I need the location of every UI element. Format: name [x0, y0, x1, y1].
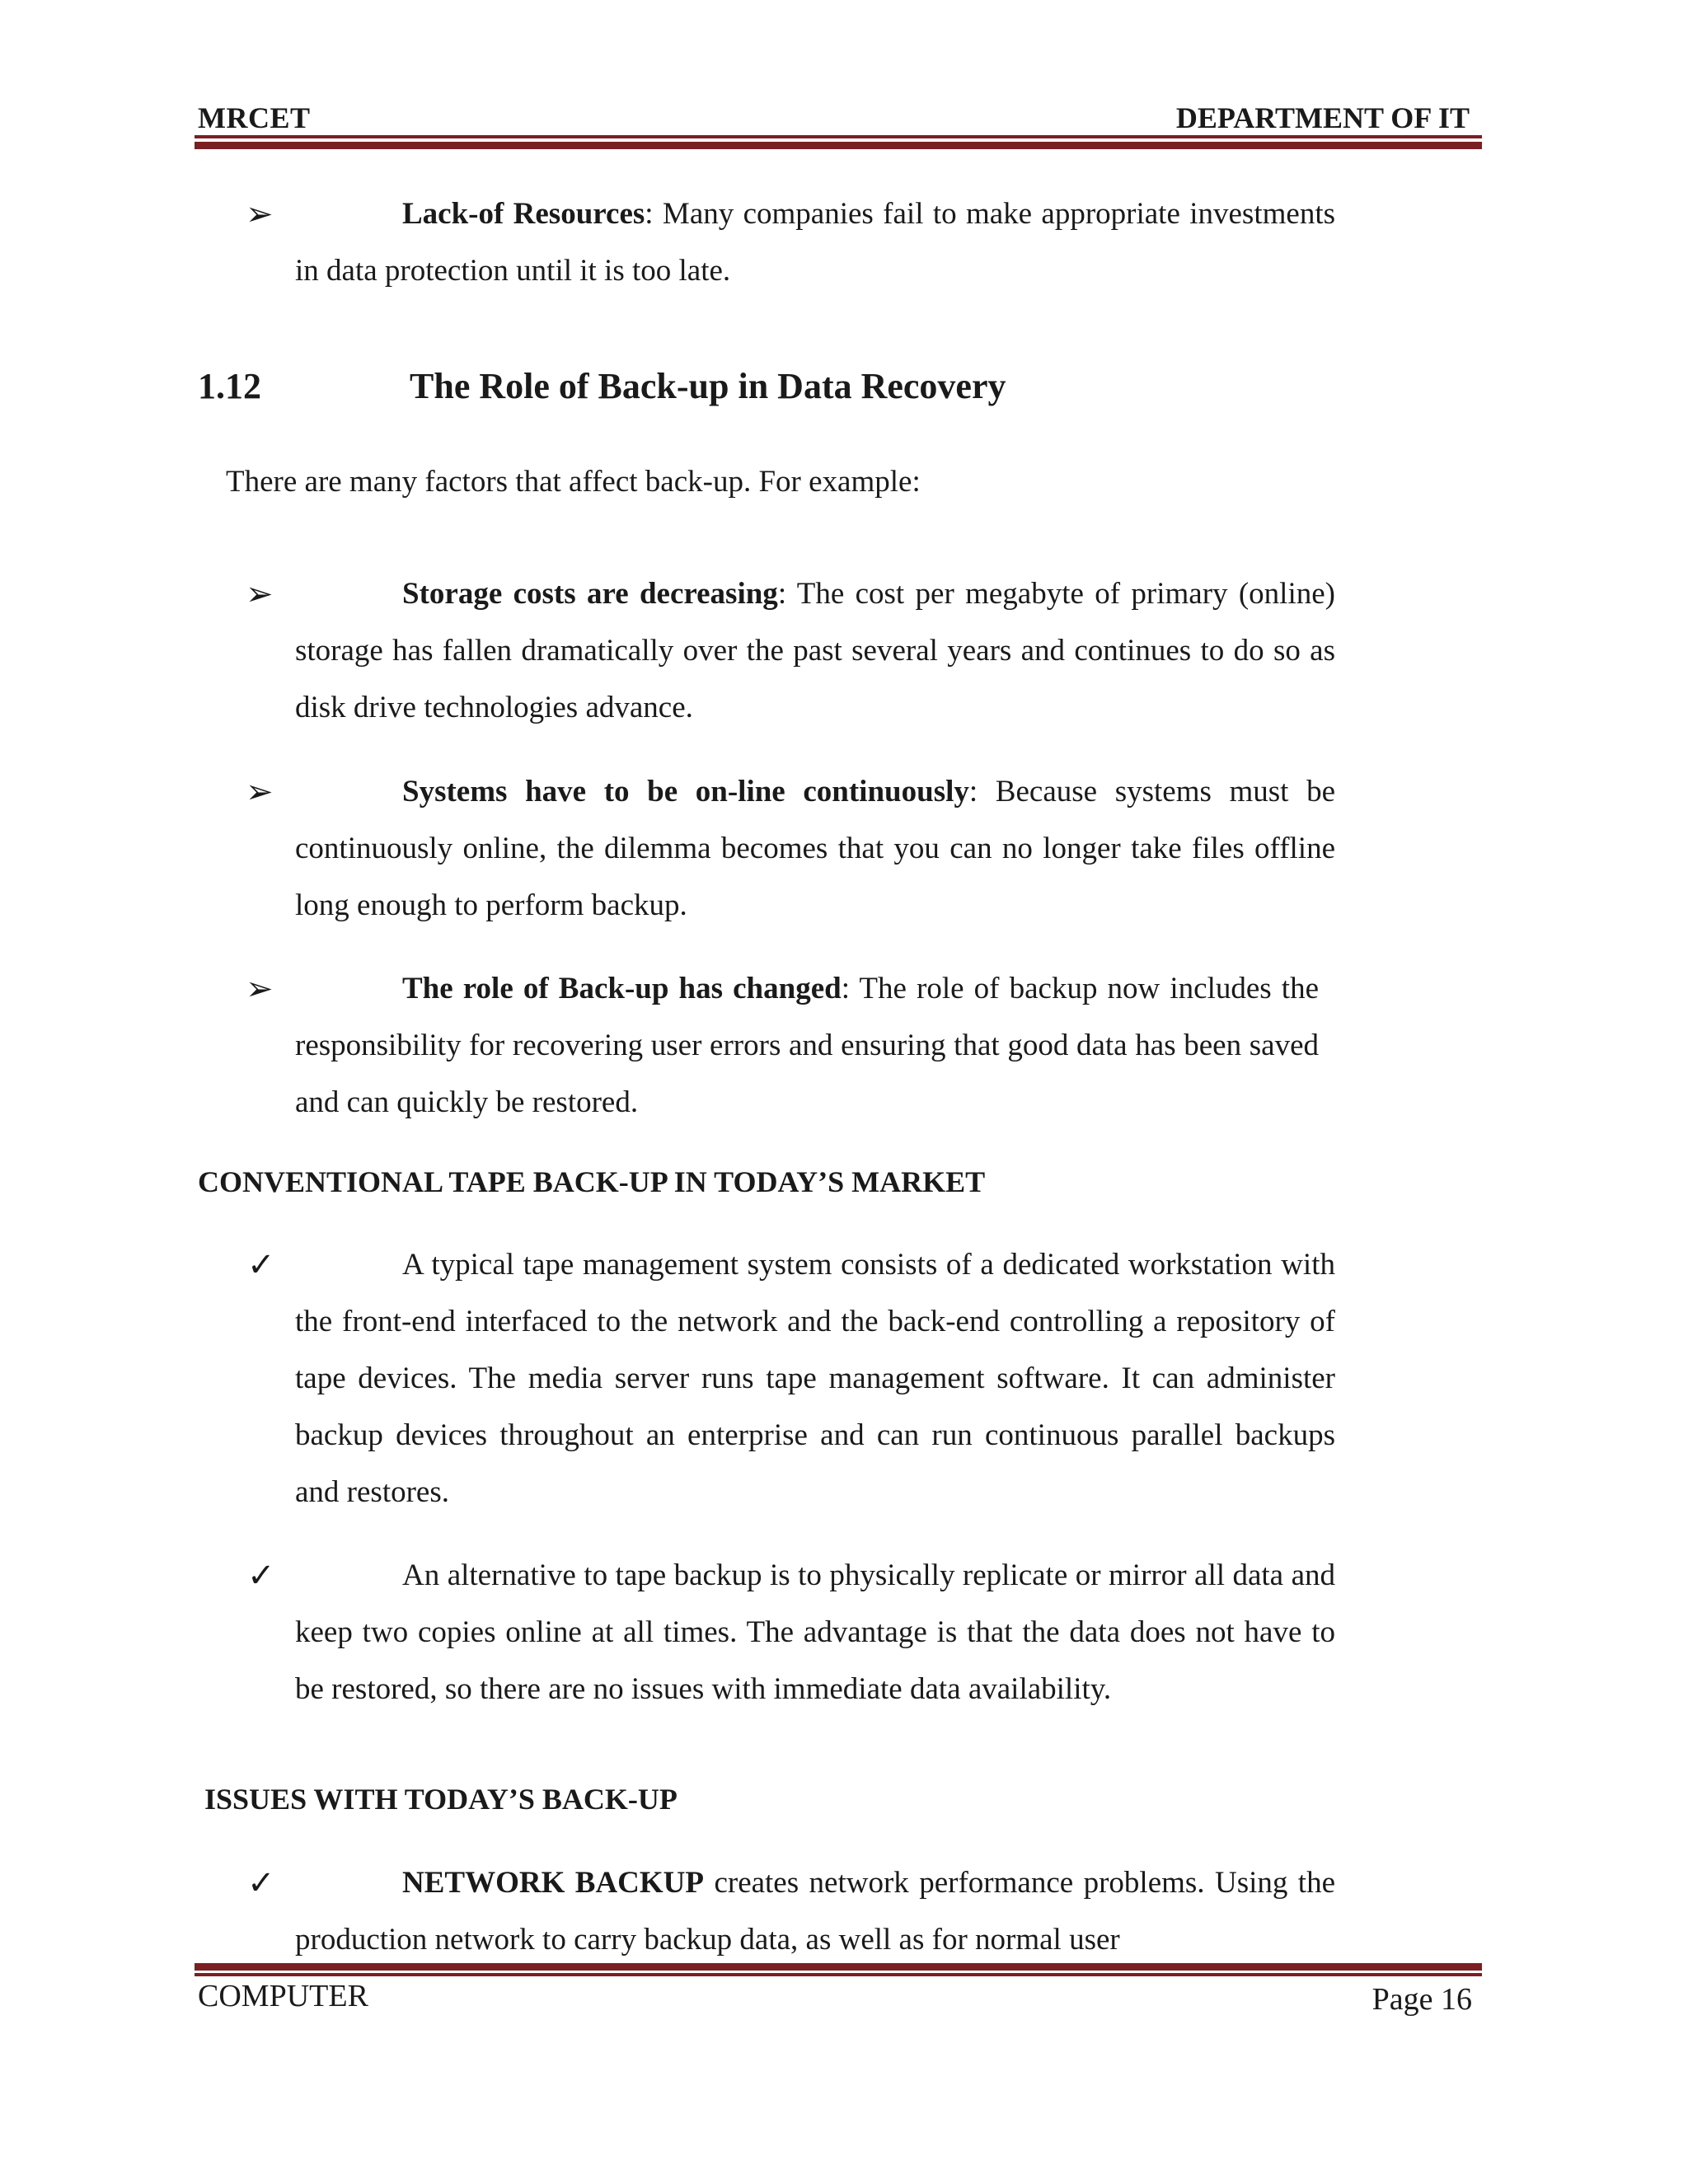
header-rule-thin [195, 135, 1482, 138]
section-intro: There are many factors that affect back-up. For example: [226, 465, 921, 499]
list-item [295, 1854, 1335, 1968]
item-text: creates network performance problems. Using the production network to carry backup data, as well as for normal user [295, 1866, 1336, 1957]
list-item [295, 763, 1335, 934]
header-department: DEPARTMENT OF IT [1175, 101, 1470, 134]
subsection-heading: ISSUES WITH TODAY’S BACK-UP [204, 1783, 678, 1816]
checkmark-bullet-icon: ✓ [247, 1557, 275, 1594]
list-item: A typical tape management system consists of a dedicated workstation with the front-end interfaced to the network and the back-end controlling a repository of tape devices. The media server runs tape management software. It can administer backup devices throughout an enterprise and can run continuous parallel backups and restores. [295, 1248, 1335, 1509]
list-item [295, 565, 1335, 736]
item-bold-term: Lack-of Resources [402, 197, 645, 231]
list-item [295, 185, 1335, 299]
checkmark-bullet-icon: ✓ [247, 1864, 275, 1901]
item-bold-term: NETWORK BACKUP [402, 1866, 705, 1900]
item-text: : Many companies fail to make appropriate investments in data protection until it is too late. [295, 197, 1335, 288]
list-item [295, 960, 1319, 1131]
item-text: : Because systems must be continuously online, the dilemma becomes that you can no longer take files offline long enough to perform backup. [295, 775, 1336, 922]
footer-department: COMPUTER [198, 1979, 368, 2013]
section-title: The Role of Back-up in Data Recovery [410, 366, 1006, 406]
item-bold-term: Systems have to be on-line continuously [402, 775, 969, 808]
footer-rule-thin [195, 1973, 1482, 1976]
subsection-heading: CONVENTIONAL TAPE BACK-UP IN TODAY’S MARKET [198, 1165, 986, 1198]
page-number: Page 16 [1372, 1982, 1472, 2017]
item-text: : The cost per megabyte of primary (online) storage has fallen dramatically over the past several years and continues to do so as disk drive technologies advance. [295, 577, 1335, 724]
item-bold-term: Storage costs are decreasing [402, 577, 778, 611]
arrow-bullet-icon: ➢ [246, 773, 274, 810]
checkmark-bullet-icon: ✓ [247, 1246, 275, 1283]
list-item: An alternative to tape backup is to physically replicate or mirror all data and keep two copies online at all times. The advantage is that the data does not have to be restored, so there are no issues with immediate data availability. [295, 1558, 1335, 1706]
item-bold-term: The role of Back-up has changed [402, 972, 842, 1005]
arrow-bullet-icon: ➢ [246, 195, 274, 232]
arrow-bullet-icon: ➢ [246, 970, 274, 1007]
section-number: 1.12 [198, 366, 261, 406]
footer-rule-thick [195, 1963, 1482, 1971]
header-rule-thick [195, 142, 1482, 149]
header-institution: MRCET [198, 101, 311, 134]
item-text: : The role of backup now includes the responsibility for recovering user errors and ensuring that good data has been saved and can quickly be restored. [295, 972, 1319, 1119]
arrow-bullet-icon: ➢ [246, 575, 274, 612]
